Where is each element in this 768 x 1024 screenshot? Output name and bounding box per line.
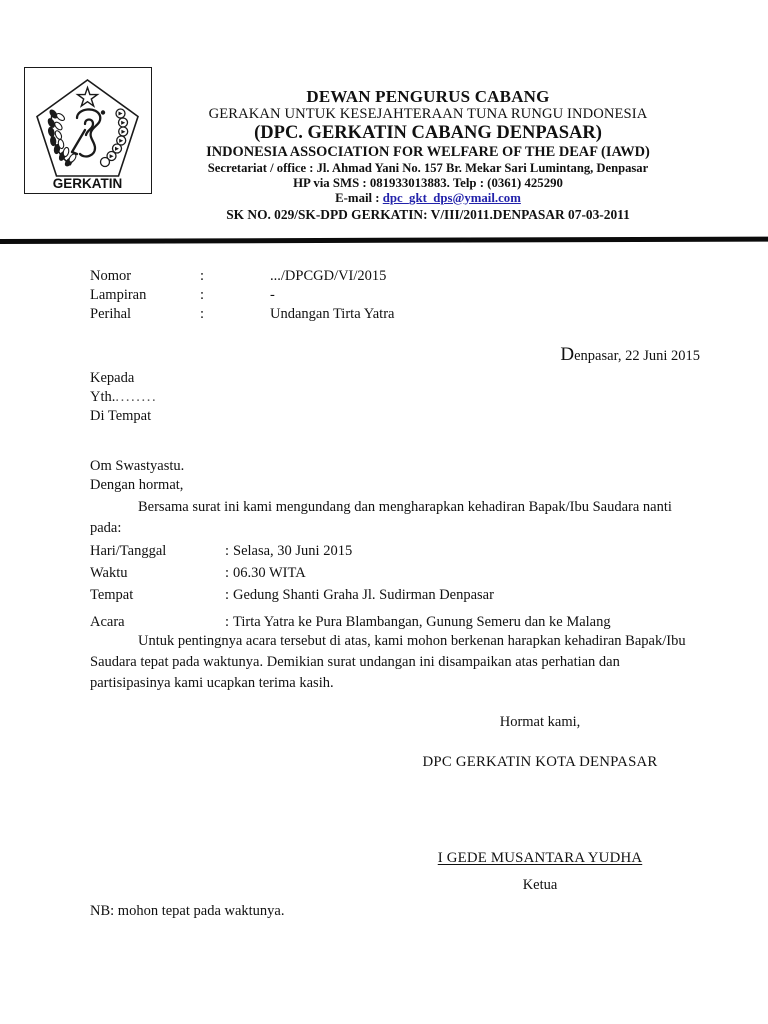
detail-colon: :	[225, 565, 230, 581]
detail-label: Waktu	[90, 565, 128, 581]
detail-value: Selasa, 30 Juni 2015	[233, 543, 353, 559]
org-line-1: DEWAN PENGURUS CABANG	[306, 87, 550, 106]
date-initial: D	[560, 344, 575, 365]
recipient-dots: ........	[115, 389, 158, 405]
signature-organization: DPC GERKATIN KOTA DENPASAR	[422, 754, 658, 770]
meta-label: Perihal	[90, 306, 132, 322]
greeting-line: Om Swastyastu.	[90, 458, 185, 474]
meta-value: -	[270, 287, 275, 303]
meta-label: Nomor	[90, 268, 132, 284]
letterhead-divider	[0, 237, 768, 244]
detail-colon: :	[225, 614, 230, 630]
org-line-2: GERAKAN UNTUK KESEJAHTERAAN TUNA RUNGU INDONESIA	[208, 106, 648, 123]
table-row	[90, 543, 695, 565]
letter-meta	[90, 268, 650, 325]
detail-value: Gedung Shanti Graha Jl. Sudirman Denpasar	[233, 587, 494, 603]
table-row	[90, 565, 695, 587]
meta-value: .../DPCGD/VI/2015	[270, 268, 387, 284]
signatory-name: I GEDE MUSANTARA YUDHA	[437, 850, 643, 866]
recipient-yth-label: Yth.	[90, 389, 116, 405]
letterhead	[0, 0, 768, 236]
table-row	[90, 587, 695, 609]
meta-colon: :	[200, 287, 205, 303]
detail-value: 06.30 WITA	[233, 565, 306, 581]
recipient-block	[90, 369, 157, 426]
detail-value: Tirta Yatra ke Pura Blambangan, Gunung Semeru dan ke Malang	[233, 614, 611, 630]
logo-caption: GERKATIN	[52, 176, 123, 191]
org-line-3: (DPC. GERKATIN CABANG DENPASAR)	[254, 123, 602, 144]
detail-colon: :	[225, 543, 230, 559]
event-details	[90, 543, 695, 636]
date-rest: enpasar, 22 Juni 2015	[574, 348, 700, 364]
contact-email-row	[168, 192, 688, 205]
date-line	[90, 344, 700, 365]
email-link[interactable]: dpc_gkt_dps@ymail.com	[382, 190, 521, 205]
meta-colon: :	[200, 268, 205, 284]
org-line-4: INDONESIA ASSOCIATION FOR WELFARE OF THE DEAF (IAWD)	[206, 144, 650, 161]
meta-value: Undangan Tirta Yatra	[270, 306, 395, 322]
letterhead-text	[168, 88, 688, 221]
meta-colon: :	[200, 306, 205, 322]
email-label: E-mail :	[335, 190, 383, 205]
contact-phone: HP via SMS : 081933013883. Telp : (0361) 425290	[293, 175, 563, 190]
intro-paragraph: Bersama surat ini kami mengundang dan mengharapkan kehadiran Bapak/Ibu Saudara nanti pada:	[90, 499, 672, 536]
signatory-title: Ketua	[522, 877, 558, 893]
recipient-line-3: Di Tempat	[90, 408, 152, 424]
recipient-line-1: Kepada	[90, 370, 135, 386]
table-row	[90, 268, 650, 287]
detail-label: Acara	[90, 614, 125, 630]
gerkatin-pentagon-logo-icon	[25, 68, 150, 192]
detail-label: Tempat	[90, 587, 134, 603]
regards-line: Hormat kami,	[499, 714, 581, 730]
sk-number: SK NO. 029/SK-DPD GERKATIN: V/III/2011.DENPASAR 07-03-2011	[226, 206, 630, 222]
salutation-block	[90, 457, 695, 539]
detail-label: Hari/Tanggal	[90, 543, 167, 559]
note-line: NB: mohon tepat pada waktunya.	[90, 903, 285, 919]
table-row	[90, 306, 650, 325]
secretariat-address: Secretariat / office : Jl. Ahmad Yani No. 157 Br. Mekar Sari Lumintang, Denpasar	[207, 160, 649, 175]
gerkatin-logo	[24, 67, 152, 194]
opening-line: Dengan hormat,	[90, 477, 184, 493]
table-row	[90, 287, 650, 306]
signature-block	[380, 714, 700, 771]
recipient-line-2	[90, 388, 157, 407]
meta-label: Lampiran	[90, 287, 147, 303]
detail-colon: :	[225, 587, 230, 603]
closing-paragraph: Untuk pentingnya acara tersebut di atas, kami mohon berkenan harapkan kehadiran Bapak/Ibu Saudara tepat pada waktunya. Demikian surat undangan ini disampaikan atas perhatian dan partisipasinya kami ucapkan terima kasih.	[90, 633, 686, 691]
